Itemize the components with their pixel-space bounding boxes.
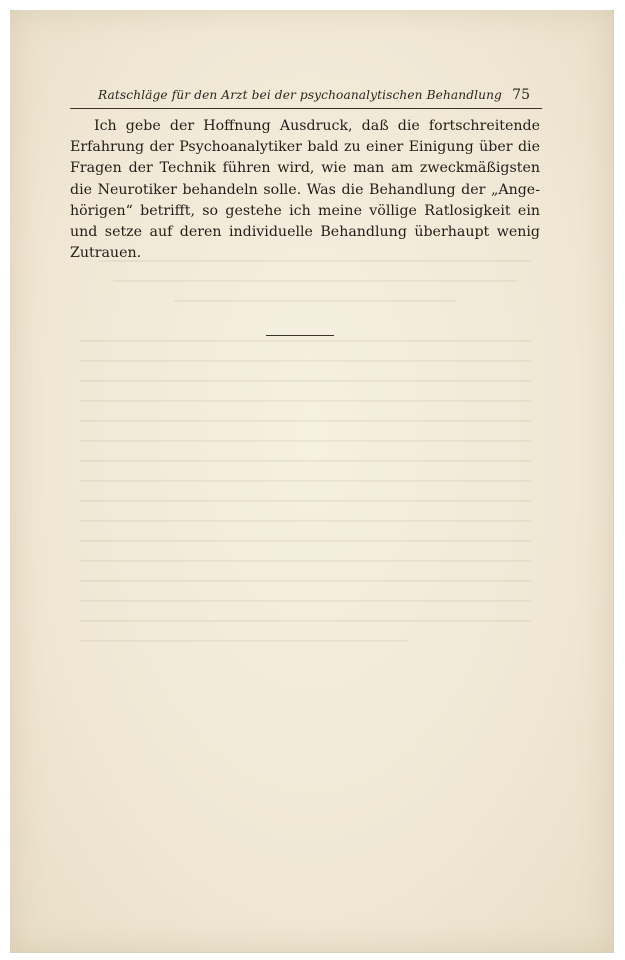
section-end-rule bbox=[266, 335, 334, 336]
body-line-2: Erfahrung der Psychoanalytiker bald zu einer Einigung über die bbox=[70, 139, 540, 156]
book-page bbox=[10, 10, 614, 953]
body-line-5: hörigen“ betrifft, so gestehe ich meine völlige Ratlosigkeit ein bbox=[70, 202, 540, 219]
body-line-1: Ich gebe der Hoffnung Ausdruck, daß die fortschreitende bbox=[94, 118, 540, 134]
running-head-title: Ratschläge für den Arzt bei der psychoanalytischen Behandlung bbox=[98, 88, 502, 102]
body-line-4: die Neurotiker behandeln solle. Was die Behandlung der „Ange- bbox=[70, 181, 540, 198]
header-rule bbox=[70, 108, 542, 109]
bleed-through-shadow bbox=[80, 260, 550, 820]
body-line-3: Fragen der Technik führen wird, wie man am zweckmäßigsten bbox=[70, 160, 540, 177]
running-head bbox=[86, 84, 538, 108]
body-line-6: und setze auf deren individuelle Behandlung überhaupt wenig bbox=[70, 224, 540, 241]
page-number: 75 bbox=[512, 87, 530, 103]
body-line-7: Zutrauen. bbox=[70, 245, 142, 262]
body-paragraph bbox=[70, 116, 540, 264]
